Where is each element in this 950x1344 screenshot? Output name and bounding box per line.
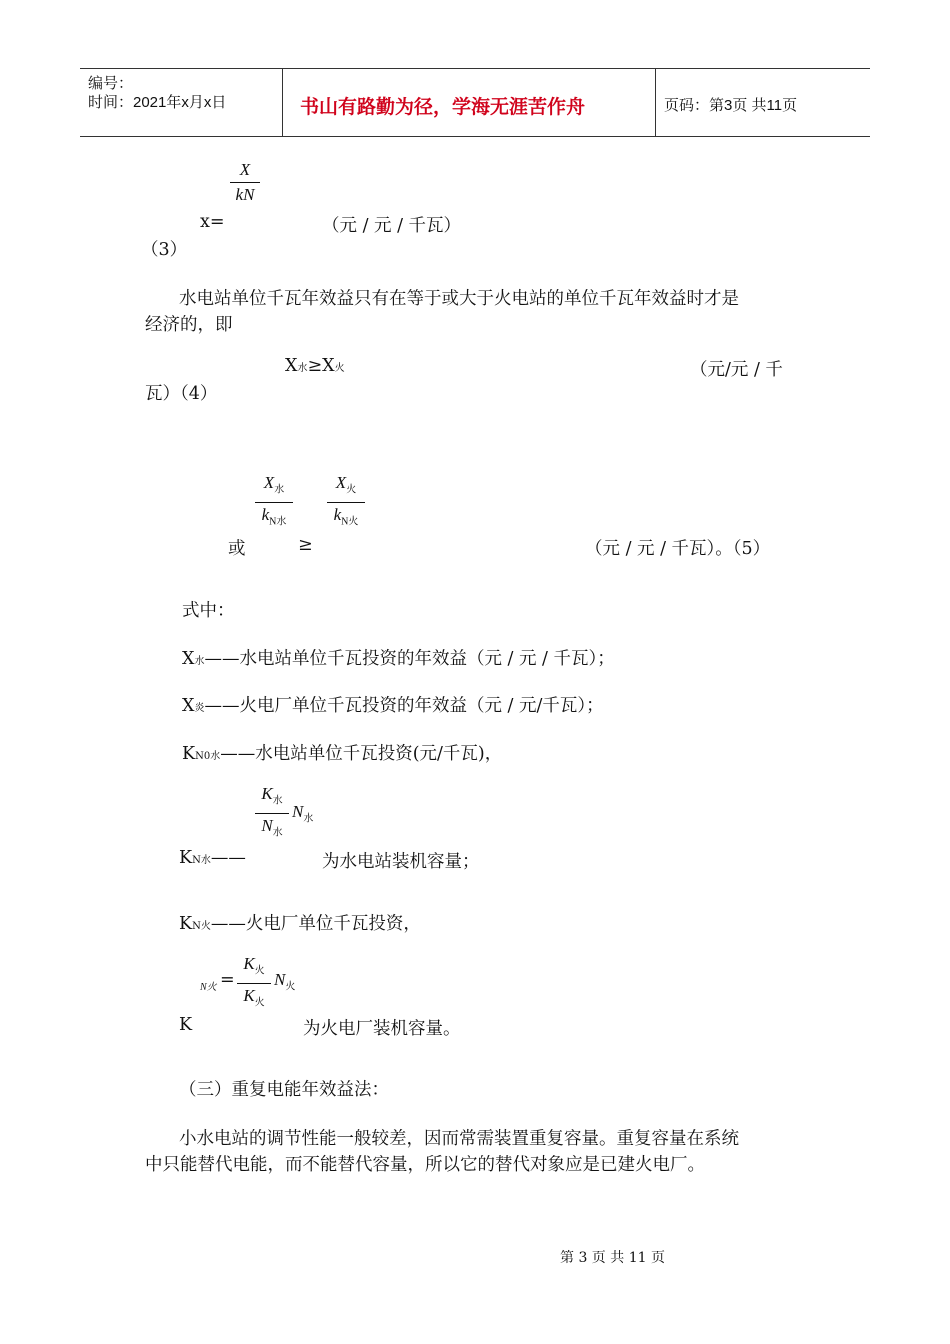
fraction-bar	[255, 813, 289, 814]
formula-5-left-fraction	[255, 473, 293, 533]
header-page-info: 页码：第3页 共11页	[664, 97, 798, 114]
definition-x-thermal	[182, 692, 604, 717]
para-1-line-2: 经济的，即	[145, 315, 233, 335]
def-symbol: K	[179, 848, 193, 868]
formula-5-right-num-sub: 火	[346, 484, 357, 496]
defs-intro: 式中：	[182, 601, 235, 621]
def-symbol-sub: N0水	[195, 751, 221, 762]
definition-x-hydro	[182, 645, 615, 670]
formula-5-or: 或	[228, 539, 246, 559]
def-text: ——水电站单位千瓦投资的年效益（元 / 元 / 千瓦）；	[204, 649, 615, 669]
fraction-bar	[230, 182, 260, 183]
formula-4-x-hydro: X	[285, 356, 298, 376]
formula-4-unit-a: （元/元 / 千	[690, 360, 783, 380]
section-3-heading: （三）重复电能年效益法：	[179, 1080, 389, 1100]
thermal-capacity-equals: =	[220, 970, 235, 990]
definition-k-hydro-investment	[182, 740, 502, 765]
formula-4-sub-thermal: 火	[334, 363, 345, 374]
def-symbol: X	[182, 696, 195, 716]
formula-5-right-fraction	[327, 473, 365, 533]
formula-5-right-num: X	[335, 473, 347, 492]
formula-3-lhs: x=	[200, 212, 225, 232]
hydro-tail-symbol: N	[292, 802, 304, 821]
formula-3-fraction	[230, 160, 260, 205]
hydro-frac-num: K	[261, 784, 273, 803]
thermal-tail-symbol: N	[274, 970, 286, 989]
footer-page-number: 第 3 页 共 11 页	[560, 1250, 665, 1266]
formula-3-denominator: kN	[235, 185, 255, 204]
definition-k-thermal-symbol: K	[179, 1015, 193, 1035]
formula-5-left-den: k	[261, 505, 270, 525]
def-symbol-sub: 水	[194, 656, 205, 667]
definition-k-thermal-investment	[179, 910, 421, 935]
header-motto: 书山有路勤为径，学海无涯苦作舟	[300, 96, 586, 118]
definition-k-hydro-capacity	[179, 848, 246, 868]
para-1-line-1: 水电站单位千瓦年效益只有在等于或大于火电站的单位千瓦年效益时才是	[179, 289, 739, 309]
fraction-bar	[255, 502, 293, 503]
def-symbol-sub: 炎	[194, 703, 205, 714]
def-symbol-sub: N水	[192, 855, 211, 866]
formula-3-unit: （元 / 元 / 千瓦）	[322, 216, 462, 236]
formula-5-left-den-sub: N水	[269, 516, 287, 528]
thermal-frac-num-sub: 火	[254, 965, 265, 977]
formula-5-operator: ≥	[298, 535, 313, 555]
definition-k-hydro-capacity-text: 为水电站装机容量；	[322, 852, 480, 872]
header-divider-right	[655, 69, 656, 136]
thermal-frac-den: K	[243, 986, 255, 1006]
formula-5-left-num: X	[263, 473, 275, 492]
def-text: ——火电厂单位千瓦投资，	[210, 914, 421, 934]
section-3-line-2: 中只能替代电能，而不能替代容量，所以它的替代对象应是已建火电厂。	[145, 1155, 705, 1175]
doc-time-label: 时间：2021年x月x日	[88, 94, 227, 111]
hydro-frac-den: N	[261, 816, 273, 836]
def-symbol-sub: N火	[192, 921, 211, 932]
formula-4-operator: ≥	[307, 356, 323, 376]
thermal-frac-den-sub: 火	[254, 997, 265, 1009]
definition-k-thermal-capacity-text: 为火电厂装机容量。	[303, 1019, 461, 1039]
thermal-tail-sub: 火	[285, 981, 296, 993]
formula-5-right-den-sub: N火	[341, 516, 359, 528]
thermal-capacity-fraction	[237, 954, 271, 1014]
formula-4-unit-b: 瓦）（4）	[145, 384, 218, 404]
def-text: ——火电厂单位千瓦投资的年效益（元 / 元/千瓦）；	[204, 696, 604, 716]
fraction-bar	[327, 502, 365, 503]
formula-5-right-den: k	[333, 505, 342, 525]
hydro-tail-sub: 水	[303, 813, 314, 825]
thermal-capacity-tail	[274, 970, 295, 992]
header-top-rule	[80, 68, 870, 69]
hydro-frac-num-sub: 水	[272, 795, 283, 807]
thermal-capacity-lhs: N火	[200, 982, 217, 993]
hydro-capacity-tail	[292, 802, 313, 824]
formula-5-unit: （元 / 元 / 千瓦）。（5）	[585, 539, 771, 559]
formula-3-numerator: X	[239, 160, 251, 179]
section-3-line-1: 小水电站的调节性能一般较差，因而常需装置重复容量。重复容量在系统	[179, 1129, 739, 1149]
doc-number-label: 编号：	[88, 75, 134, 92]
formula-3-tag: （3）	[141, 240, 188, 260]
formula-4-x-thermal: X	[322, 356, 335, 376]
header-bottom-rule	[80, 136, 870, 137]
hydro-capacity-fraction	[255, 784, 289, 844]
fraction-bar	[237, 983, 271, 984]
header-divider-left	[282, 69, 283, 136]
formula-4-expression	[285, 356, 345, 376]
def-symbol: K	[179, 914, 193, 934]
def-text: ——水电站单位千瓦投资(元/千瓦)，	[220, 744, 503, 764]
def-symbol: K	[182, 744, 196, 764]
formula-5-left-num-sub: 水	[274, 484, 285, 496]
thermal-frac-num: K	[243, 954, 255, 973]
formula-4-sub-hydro: 水	[297, 363, 308, 374]
hydro-frac-den-sub: 水	[272, 827, 283, 839]
def-dash: ——	[210, 848, 246, 868]
def-symbol: X	[182, 649, 195, 669]
